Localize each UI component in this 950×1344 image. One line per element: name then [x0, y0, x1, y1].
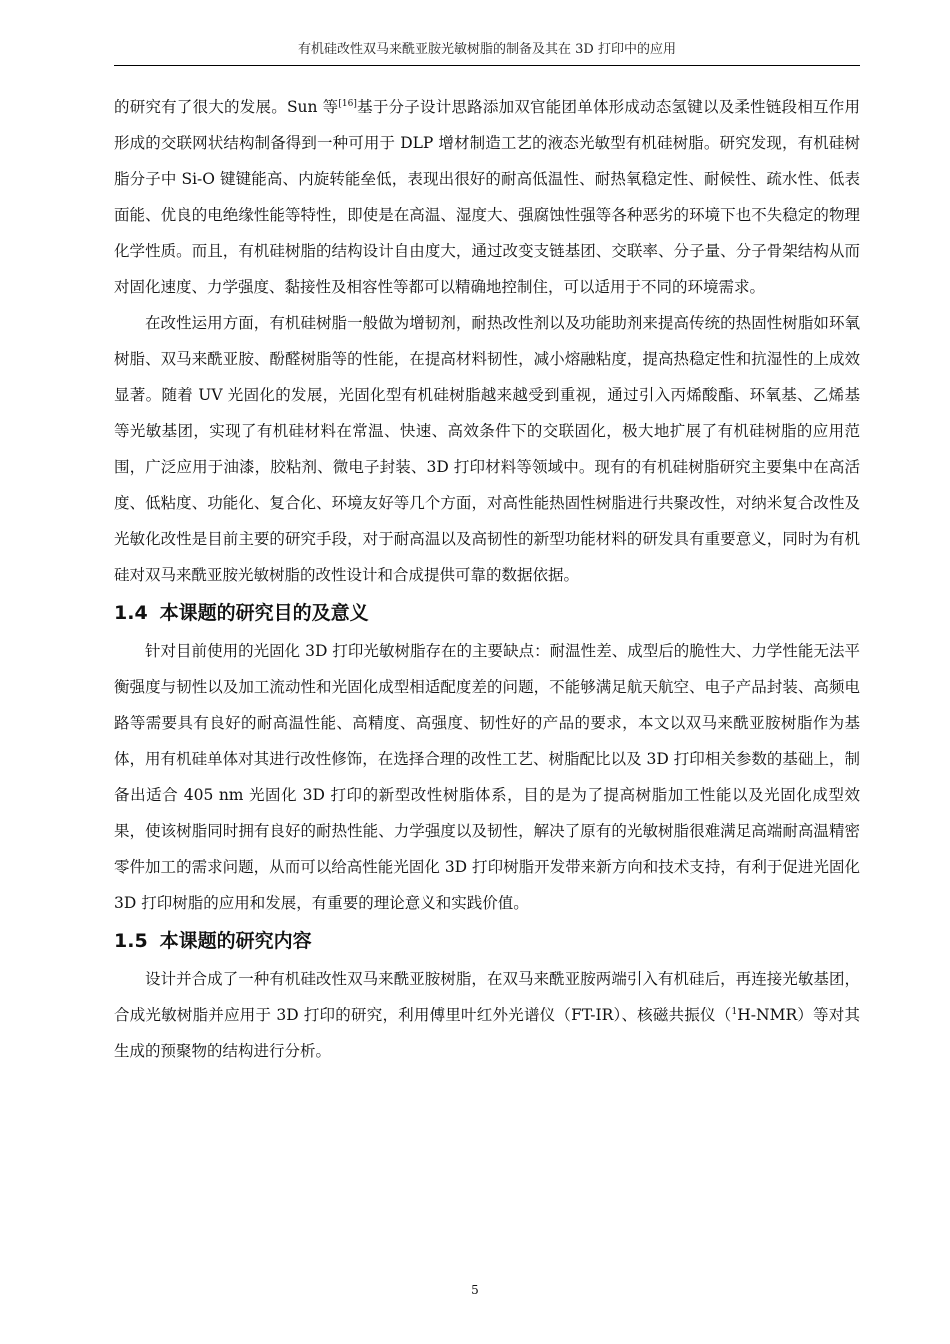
paragraph-text: 设计并合成了一种有机硅改性双马来酰亚胺树脂，在双马来酰亚胺两端引入有机硅后，再连接光敏基团，合成光敏树脂并应用于 3D 打印的研究，利用傅里叶红外光谱仪（FT-IR）、核磁共振仪（ — [114, 970, 860, 1024]
paragraph-purpose: 针对目前使用的光固化 3D 打印光敏树脂存在的主要缺点：耐温性差、成型后的脆性大、力学性能无法平衡强度与韧性以及加工流动性和光固化成型相适配度差的问题，不能够满足航天航空、电子产品封装、高频电路等需要具有良好的耐高温性能、高精度、高强度、韧性好的产品的要求，本文以双马来酰亚胺树脂作为基体，用有机硅单体对其进行改性修饰，在选择合理的改性工艺、树脂配比以及 3D 打印相关参数的基础上，制备出适合 405 nm 光固化 3D 打印的新型改性树脂体系，目的是为了提高树脂加工性能以及光固化成型效果，使该树脂同时拥有良好的耐热性能、力学强度以及韧性，解决了原有的光敏树脂很难满足高端耐高温精密零件加工的需求问题，从而可以给高性能光固化 3D 打印树脂开发带来新方向和技术支持，有利于促进光固化 3D 打印树脂的应用和发展，有重要的理论意义和实践价值。 — [114, 642, 860, 912]
paragraph-text: 基于分子设计思路添加双官能团单体形成动态氢键以及柔性链段相互作用形成的交联网状结构制备得到一种可用于 DLP 增材制造工艺的液态光敏型有机硅树脂。研究发现，有机硅树脂分子中 Si-O 键键能高、内旋转能垒低，表现出很好的耐高低温性、耐热氧稳定性、耐候性、疏水性、低表面能、优良的电绝缘性能等特性，即使是在高温、湿度大、强腐蚀性强等各种恶劣的环境下也不失稳定的物理化学性质。而且，有机硅树脂的结构设计自由度大，通过改变支链基团、交联率、分子量、分子骨架结构从而对固化速度、力学强度、黏接性及相容性等都可以精确地控制住，可以适用于不同的环境需求。 — [114, 98, 860, 296]
section-number: 1.4 — [114, 602, 148, 624]
header-rule — [114, 65, 860, 66]
paragraph-text: H-NMR）等对其生成的预聚物的结构进行分析。 — [114, 1006, 861, 1060]
section-heading-1-5 — [114, 921, 860, 961]
paragraph-text: 的研究有了很大的发展。Sun 等 — [114, 98, 339, 116]
paragraph-modification: 在改性运用方面，有机硅树脂一般做为增韧剂，耐热改性剂以及功能助剂来提高传统的热固性树脂如环氧树脂、双马来酰亚胺、酚醛树脂等的性能，在提高材料韧性，减小熔融粘度，提高热稳定性和抗湿性的上成效显著。随着 UV 光固化的发展，光固化型有机硅树脂越来越受到重视，通过引入丙烯酸酯、环氧基、乙烯基等光敏基团，实现了有机硅材料在常温、快速、高效条件下的交联固化，极大地扩展了有机硅树脂的应用范围，广泛应用于油漆，胶粘剂、微电子封装、3D 打印材料等领域中。现有的有机硅树脂研究主要集中在高活度、低粘度、功能化、复合化、环境友好等几个方面，对高性能热固性树脂进行共聚改性，对纳米复合改性及光敏化改性是目前主要的研究手段，对于耐高温以及高韧性的新型功能材料的研发具有重要意义，同时为有机硅对双马来酰亚胺光敏树脂的改性设计和合成提供可靠的数据依据。 — [114, 314, 860, 584]
section-title: 本课题的研究目的及意义 — [159, 602, 369, 624]
citation-ref: [16] — [338, 99, 357, 109]
paragraph-content — [114, 961, 860, 1069]
superscript: 1 — [731, 1007, 738, 1017]
section-number: 1.5 — [114, 930, 148, 952]
page-body — [114, 89, 860, 1069]
page-number: 5 — [471, 1283, 479, 1297]
running-header: 有机硅改性双马来酰亚胺光敏树脂的制备及其在 3D 打印中的应用 — [298, 42, 676, 57]
section-title: 本课题的研究内容 — [159, 930, 312, 952]
section-heading-1-4 — [114, 593, 860, 633]
paragraph-continued — [114, 89, 860, 305]
